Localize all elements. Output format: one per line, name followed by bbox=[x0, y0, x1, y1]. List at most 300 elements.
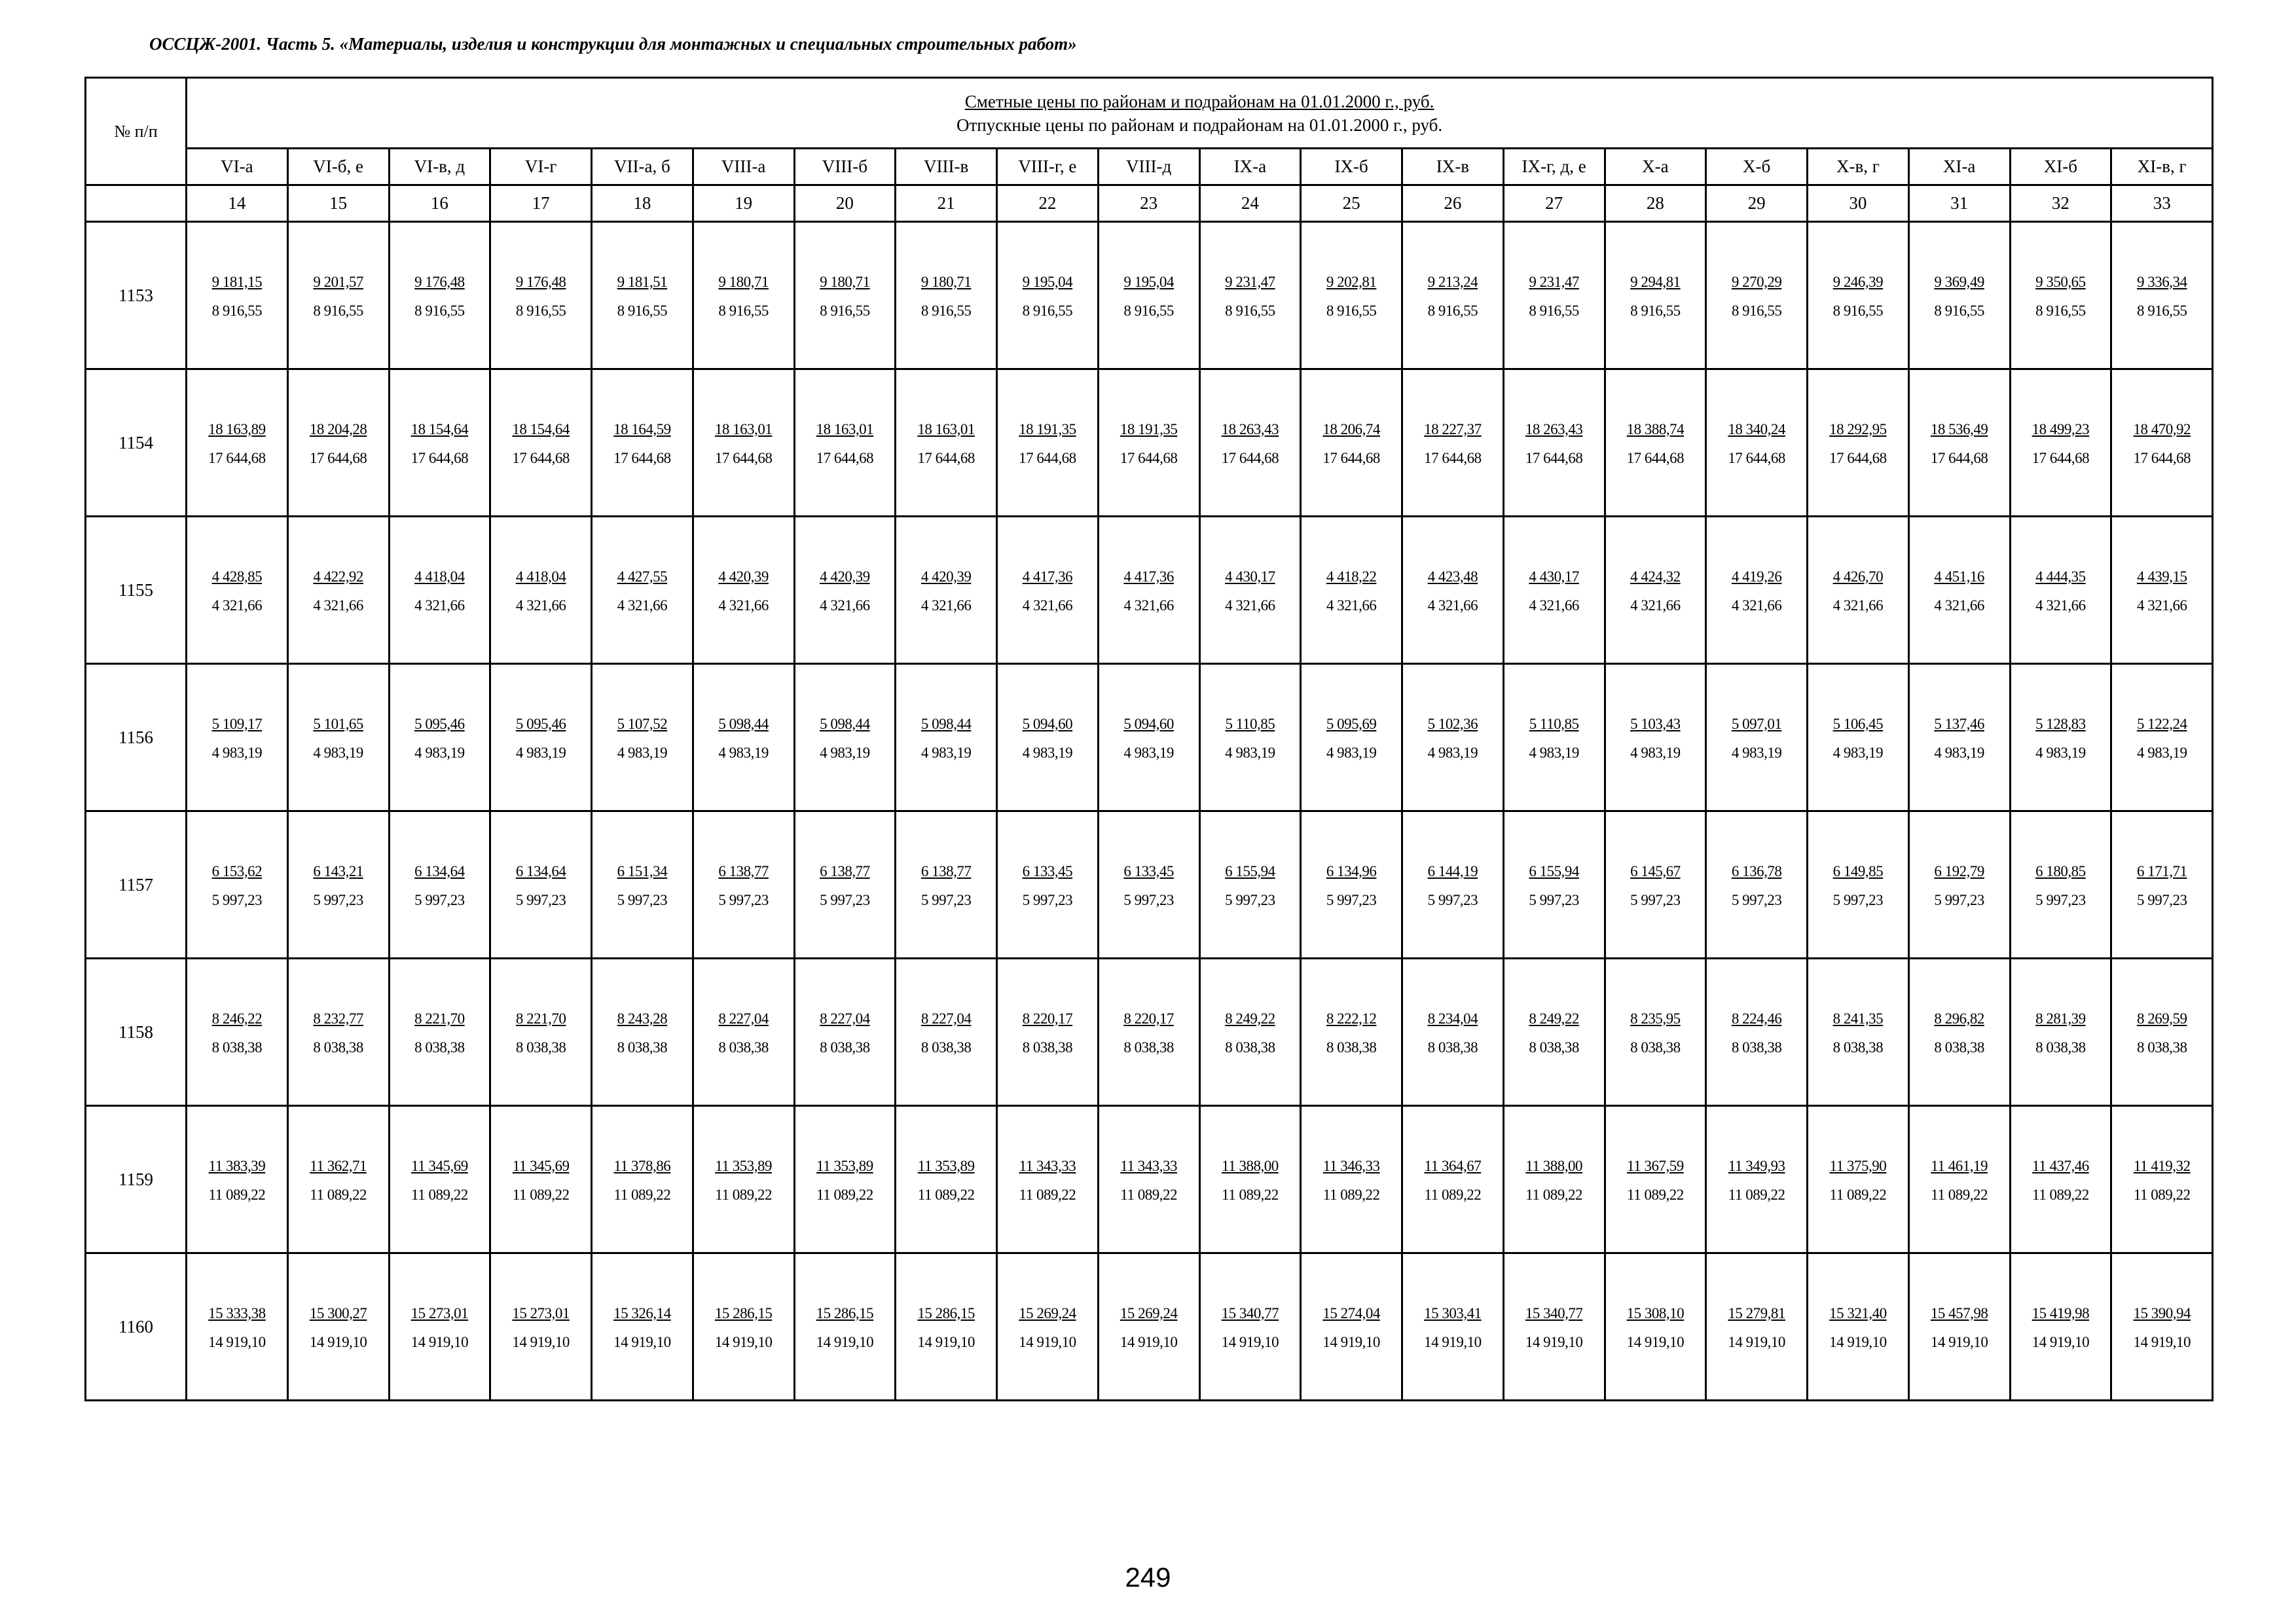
price-cell bbox=[1402, 664, 1504, 811]
release-price: 14 919,10 bbox=[512, 1333, 570, 1350]
release-price: 11 089,22 bbox=[1728, 1186, 1785, 1203]
estimate-price: 15 326,14 bbox=[613, 1304, 671, 1321]
estimate-price: 18 206,74 bbox=[1322, 420, 1380, 437]
running-title: ОССЦЖ-2001. Часть 5. «Материалы, изделия и конструкции для монтажных и специальных строительных работ» bbox=[149, 34, 1077, 54]
price-cell bbox=[1199, 222, 1301, 369]
price-cell bbox=[997, 222, 1099, 369]
release-price: 8 916,55 bbox=[2035, 302, 2086, 319]
column-number: 14 bbox=[187, 185, 288, 222]
price-cell bbox=[1402, 1106, 1504, 1253]
price-cell bbox=[1199, 811, 1301, 959]
estimate-price: 9 180,71 bbox=[920, 273, 972, 290]
estimate-price: 6 134,64 bbox=[414, 862, 465, 879]
price-cell bbox=[693, 1253, 794, 1401]
estimate-price: 11 383,39 bbox=[208, 1157, 266, 1174]
price-cell bbox=[1503, 222, 1605, 369]
price-cell bbox=[1301, 1106, 1402, 1253]
price-cell bbox=[1098, 1253, 1199, 1401]
column-number: 28 bbox=[1605, 185, 1706, 222]
column-number: 23 bbox=[1098, 185, 1199, 222]
estimate-price: 15 274,04 bbox=[1322, 1304, 1380, 1321]
release-price: 4 983,19 bbox=[1225, 744, 1275, 761]
release-price: 17 644,68 bbox=[816, 449, 874, 466]
estimate-price: 6 143,21 bbox=[313, 862, 363, 879]
estimate-price: 18 163,01 bbox=[714, 420, 773, 437]
estimate-price: 15 457,98 bbox=[1930, 1304, 1988, 1321]
estimate-price: 9 201,57 bbox=[313, 273, 363, 290]
price-cell bbox=[794, 811, 896, 959]
estimate-price: 18 154,64 bbox=[512, 420, 570, 437]
price-cell bbox=[187, 664, 288, 811]
release-price: 14 919,10 bbox=[410, 1333, 469, 1350]
release-price: 11 089,22 bbox=[1424, 1186, 1482, 1203]
estimate-price: 18 163,01 bbox=[917, 420, 975, 437]
release-price: 8 916,55 bbox=[1630, 302, 1681, 319]
price-cell bbox=[490, 1106, 592, 1253]
row-number: 1154 bbox=[86, 369, 187, 517]
estimate-price: 4 439,15 bbox=[2136, 568, 2187, 585]
estimate-price: 5 106,45 bbox=[1832, 715, 1884, 732]
estimate-price: 5 110,85 bbox=[1225, 715, 1275, 732]
price-cell bbox=[389, 811, 490, 959]
price-cell bbox=[794, 664, 896, 811]
estimate-price: 8 241,35 bbox=[1832, 1010, 1884, 1027]
row-number: 1158 bbox=[86, 959, 187, 1106]
price-cell bbox=[693, 959, 794, 1106]
price-cell bbox=[896, 664, 997, 811]
release-price: 4 983,19 bbox=[617, 744, 668, 761]
release-price: 4 321,66 bbox=[1529, 597, 1579, 614]
release-price: 8 916,55 bbox=[1427, 302, 1478, 319]
price-cell bbox=[997, 1106, 1099, 1253]
estimate-price: 8 281,39 bbox=[2035, 1010, 2086, 1027]
release-price: 4 983,19 bbox=[1630, 744, 1681, 761]
estimate-price: 6 144,19 bbox=[1427, 862, 1478, 879]
estimate-price: 15 303,41 bbox=[1424, 1304, 1482, 1321]
price-cell bbox=[693, 517, 794, 664]
estimate-price: 9 181,15 bbox=[211, 273, 263, 290]
price-cell bbox=[490, 517, 592, 664]
price-cell bbox=[389, 369, 490, 517]
price-cell bbox=[1808, 369, 1909, 517]
release-price: 8 916,55 bbox=[1529, 302, 1579, 319]
price-cell bbox=[693, 369, 794, 517]
estimate-price: 15 286,15 bbox=[816, 1304, 874, 1321]
price-cell bbox=[592, 664, 693, 811]
estimate-price: 9 181,51 bbox=[617, 273, 668, 290]
release-price: 8 916,55 bbox=[1731, 302, 1782, 319]
release-price: 17 644,68 bbox=[1424, 449, 1482, 466]
release-price: 14 919,10 bbox=[1120, 1333, 1178, 1350]
column-number: 29 bbox=[1706, 185, 1808, 222]
estimate-price: 8 249,22 bbox=[1529, 1010, 1579, 1027]
estimate-price: 5 122,24 bbox=[2136, 715, 2187, 732]
price-cell bbox=[1605, 959, 1706, 1106]
release-price: 5 997,23 bbox=[718, 891, 769, 908]
column-number: 30 bbox=[1808, 185, 1909, 222]
estimate-price: 8 227,04 bbox=[920, 1010, 972, 1027]
price-cell bbox=[1503, 369, 1605, 517]
estimate-price: 18 536,49 bbox=[1930, 420, 1988, 437]
price-cell bbox=[2111, 959, 2213, 1106]
price-cell bbox=[794, 1106, 896, 1253]
estimate-price: 5 095,46 bbox=[515, 715, 566, 732]
estimate-price: 8 227,04 bbox=[718, 1010, 769, 1027]
price-cell bbox=[287, 1253, 389, 1401]
estimate-price: 5 109,17 bbox=[211, 715, 263, 732]
price-cell bbox=[1605, 1106, 1706, 1253]
release-price: 14 919,10 bbox=[2032, 1333, 2090, 1350]
estimate-price: 18 470,92 bbox=[2133, 420, 2191, 437]
region-header: VIII-в bbox=[896, 149, 997, 185]
release-price: 8 038,38 bbox=[1022, 1039, 1073, 1056]
release-price: 11 089,22 bbox=[1019, 1186, 1076, 1203]
price-cell bbox=[287, 664, 389, 811]
price-cell bbox=[1808, 517, 1909, 664]
price-cell bbox=[287, 811, 389, 959]
price-cell bbox=[2111, 1106, 2213, 1253]
region-header: VIII-г, е bbox=[997, 149, 1099, 185]
estimate-price: 8 227,04 bbox=[820, 1010, 870, 1027]
release-price: 5 997,23 bbox=[1123, 891, 1174, 908]
region-header: X-в, г bbox=[1808, 149, 1909, 185]
estimate-price: 15 269,24 bbox=[1019, 1304, 1076, 1321]
release-price: 4 321,66 bbox=[1934, 597, 1984, 614]
price-cell bbox=[794, 369, 896, 517]
table-row bbox=[86, 664, 2213, 811]
release-price: 17 644,68 bbox=[208, 449, 266, 466]
estimate-price: 4 418,04 bbox=[414, 568, 465, 585]
price-cell bbox=[896, 1253, 997, 1401]
release-price: 4 983,19 bbox=[2136, 744, 2187, 761]
estimate-price: 4 424,32 bbox=[1630, 568, 1681, 585]
estimate-price: 6 136,78 bbox=[1731, 862, 1782, 879]
estimate-price: 11 349,93 bbox=[1728, 1157, 1785, 1174]
page-number: 249 bbox=[1125, 1562, 1171, 1593]
price-cell bbox=[997, 517, 1099, 664]
release-price: 4 321,66 bbox=[718, 597, 769, 614]
price-cell bbox=[592, 1253, 693, 1401]
release-price: 8 916,55 bbox=[1326, 302, 1377, 319]
price-cell bbox=[1199, 369, 1301, 517]
price-cell bbox=[997, 811, 1099, 959]
price-cell bbox=[794, 959, 896, 1106]
estimate-price: 9 195,04 bbox=[1123, 273, 1174, 290]
release-price: 4 321,66 bbox=[1630, 597, 1681, 614]
estimate-price: 11 345,69 bbox=[512, 1157, 570, 1174]
price-cell bbox=[490, 369, 592, 517]
price-cell bbox=[287, 369, 389, 517]
price-cell bbox=[2010, 664, 2111, 811]
row-number: 1153 bbox=[86, 222, 187, 369]
release-price: 4 321,66 bbox=[414, 597, 465, 614]
release-price: 4 983,19 bbox=[515, 744, 566, 761]
estimate-price: 6 134,64 bbox=[515, 862, 566, 879]
estimate-price: 15 286,15 bbox=[917, 1304, 975, 1321]
estimate-price: 11 345,69 bbox=[411, 1157, 468, 1174]
price-cell bbox=[592, 222, 693, 369]
price-cell bbox=[1098, 517, 1199, 664]
price-cell bbox=[1706, 664, 1808, 811]
price-cell bbox=[1503, 1106, 1605, 1253]
release-price: 14 919,10 bbox=[816, 1333, 874, 1350]
release-price: 8 916,55 bbox=[211, 302, 263, 319]
estimate-price: 15 300,27 bbox=[309, 1304, 367, 1321]
release-price: 17 644,68 bbox=[1322, 449, 1380, 466]
release-price: 8 916,55 bbox=[718, 302, 769, 319]
price-cell bbox=[1605, 664, 1706, 811]
column-number: 32 bbox=[2010, 185, 2111, 222]
release-price: 14 919,10 bbox=[1221, 1333, 1279, 1350]
estimate-price: 18 340,24 bbox=[1728, 420, 1785, 437]
release-price: 4 321,66 bbox=[1326, 597, 1377, 614]
price-cell bbox=[389, 222, 490, 369]
estimate-price: 5 110,85 bbox=[1529, 715, 1579, 732]
price-cell bbox=[794, 1253, 896, 1401]
release-price: 8 038,38 bbox=[1123, 1039, 1174, 1056]
price-cell bbox=[2010, 811, 2111, 959]
release-price: 4 983,19 bbox=[1326, 744, 1377, 761]
price-cell bbox=[1402, 369, 1504, 517]
release-price: 5 997,23 bbox=[1934, 891, 1984, 908]
release-price: 8 038,38 bbox=[1630, 1039, 1681, 1056]
estimate-price: 11 364,67 bbox=[1424, 1157, 1482, 1174]
price-cell bbox=[1503, 1253, 1605, 1401]
price-cell bbox=[2111, 517, 2213, 664]
price-cell bbox=[2010, 959, 2111, 1106]
price-cell bbox=[1199, 1106, 1301, 1253]
estimate-price: 11 375,90 bbox=[1829, 1157, 1887, 1174]
estimate-price: 8 249,22 bbox=[1225, 1010, 1275, 1027]
release-price: 4 321,66 bbox=[820, 597, 870, 614]
release-price: 8 916,55 bbox=[2136, 302, 2187, 319]
price-cell bbox=[287, 1106, 389, 1253]
estimate-price: 6 133,45 bbox=[1022, 862, 1073, 879]
release-price: 11 089,22 bbox=[613, 1186, 671, 1203]
price-cell bbox=[187, 959, 288, 1106]
estimate-price: 18 163,01 bbox=[816, 420, 874, 437]
price-cell bbox=[1098, 664, 1199, 811]
estimate-price: 4 430,17 bbox=[1529, 568, 1579, 585]
estimate-price: 4 422,92 bbox=[313, 568, 363, 585]
price-cell bbox=[490, 811, 592, 959]
estimate-price: 9 176,48 bbox=[515, 273, 566, 290]
release-price: 5 997,23 bbox=[414, 891, 465, 908]
price-cell bbox=[1199, 959, 1301, 1106]
column-number: 24 bbox=[1199, 185, 1301, 222]
release-price: 11 089,22 bbox=[512, 1186, 570, 1203]
estimate-price: 9 231,47 bbox=[1225, 273, 1275, 290]
column-number: 18 bbox=[592, 185, 693, 222]
estimate-price: 4 420,39 bbox=[920, 568, 972, 585]
estimate-price: 11 367,59 bbox=[1627, 1157, 1684, 1174]
price-cell bbox=[1908, 1253, 2010, 1401]
price-cell bbox=[794, 517, 896, 664]
estimate-price: 4 419,26 bbox=[1731, 568, 1782, 585]
release-price: 11 089,22 bbox=[816, 1186, 873, 1203]
release-price: 8 038,38 bbox=[1326, 1039, 1377, 1056]
price-cell bbox=[1301, 369, 1402, 517]
estimate-price: 8 243,28 bbox=[617, 1010, 668, 1027]
estimate-price: 8 221,70 bbox=[414, 1010, 465, 1027]
release-price: 8 916,55 bbox=[414, 302, 465, 319]
price-cell bbox=[389, 959, 490, 1106]
row-number: 1157 bbox=[86, 811, 187, 959]
price-cell bbox=[1301, 1253, 1402, 1401]
estimate-price: 4 420,39 bbox=[718, 568, 769, 585]
estimate-price: 8 269,59 bbox=[2136, 1010, 2187, 1027]
release-price: 4 321,66 bbox=[515, 597, 566, 614]
price-cell bbox=[896, 369, 997, 517]
price-cell bbox=[287, 517, 389, 664]
release-price: 8 038,38 bbox=[414, 1039, 465, 1056]
release-price: 8 038,38 bbox=[920, 1039, 972, 1056]
estimate-price: 18 227,37 bbox=[1424, 420, 1482, 437]
estimate-price: 15 308,10 bbox=[1626, 1304, 1685, 1321]
release-price: 11 089,22 bbox=[1829, 1186, 1887, 1203]
estimate-price: 11 362,71 bbox=[310, 1157, 367, 1174]
price-cell bbox=[187, 222, 288, 369]
region-header: VI-а bbox=[187, 149, 288, 185]
price-cell bbox=[592, 959, 693, 1106]
estimate-price: 8 224,46 bbox=[1731, 1010, 1782, 1027]
estimate-price: 5 098,44 bbox=[820, 715, 870, 732]
region-header: VI-в, д bbox=[389, 149, 490, 185]
estimate-price: 15 279,81 bbox=[1728, 1304, 1785, 1321]
price-cell bbox=[1503, 517, 1605, 664]
release-price: 11 089,22 bbox=[1931, 1186, 1988, 1203]
estimate-price: 18 204,28 bbox=[309, 420, 367, 437]
release-price: 5 997,23 bbox=[1832, 891, 1884, 908]
release-price: 14 919,10 bbox=[2133, 1333, 2191, 1350]
estimate-price: 11 353,89 bbox=[917, 1157, 975, 1174]
release-price: 11 089,22 bbox=[917, 1186, 975, 1203]
estimate-price: 4 423,48 bbox=[1427, 568, 1478, 585]
price-cell bbox=[2010, 222, 2111, 369]
price-cell bbox=[490, 1253, 592, 1401]
estimate-price: 18 191,35 bbox=[1120, 420, 1178, 437]
estimate-price: 18 388,74 bbox=[1626, 420, 1685, 437]
price-cell bbox=[1808, 1253, 1909, 1401]
estimate-price: 5 107,52 bbox=[617, 715, 668, 732]
estimate-price: 8 220,17 bbox=[1022, 1010, 1073, 1027]
row-number: 1160 bbox=[86, 1253, 187, 1401]
release-price: 8 916,55 bbox=[617, 302, 668, 319]
estimate-price: 18 154,64 bbox=[410, 420, 469, 437]
price-cell bbox=[1503, 664, 1605, 811]
price-cell bbox=[389, 664, 490, 811]
estimate-price: 4 427,55 bbox=[617, 568, 668, 585]
price-cell bbox=[1098, 369, 1199, 517]
estimate-price: 5 098,44 bbox=[718, 715, 769, 732]
region-header: XI-б bbox=[2010, 149, 2111, 185]
estimate-price: 6 145,67 bbox=[1630, 862, 1681, 879]
estimate-price: 5 098,44 bbox=[920, 715, 972, 732]
estimate-price: 11 353,89 bbox=[816, 1157, 873, 1174]
estimate-price: 11 461,19 bbox=[1931, 1157, 1988, 1174]
price-cell bbox=[490, 664, 592, 811]
estimate-price: 9 369,49 bbox=[1934, 273, 1984, 290]
release-price: 8 916,55 bbox=[1225, 302, 1275, 319]
region-header: VI-б, е bbox=[287, 149, 389, 185]
row-number: 1155 bbox=[86, 517, 187, 664]
price-cell bbox=[2010, 369, 2111, 517]
price-cell bbox=[592, 1106, 693, 1253]
price-cell bbox=[2010, 517, 2111, 664]
release-price: 17 644,68 bbox=[2133, 449, 2191, 466]
price-cell bbox=[1706, 811, 1808, 959]
price-table bbox=[84, 77, 2214, 1401]
price-cell bbox=[1808, 811, 1909, 959]
estimate-price: 9 213,24 bbox=[1427, 273, 1478, 290]
price-cell bbox=[1908, 222, 2010, 369]
release-price: 8 038,38 bbox=[820, 1039, 870, 1056]
estimate-price: 4 451,16 bbox=[1934, 568, 1984, 585]
release-price: 5 997,23 bbox=[1326, 891, 1377, 908]
price-cell bbox=[1605, 222, 1706, 369]
estimate-price: 18 164,59 bbox=[613, 420, 671, 437]
release-price: 17 644,68 bbox=[1829, 449, 1887, 466]
price-cell bbox=[896, 959, 997, 1106]
estimate-price: 11 388,00 bbox=[1222, 1157, 1279, 1174]
release-price: 8 038,38 bbox=[2035, 1039, 2086, 1056]
estimate-price: 11 388,00 bbox=[1525, 1157, 1582, 1174]
estimate-price: 6 133,45 bbox=[1123, 862, 1174, 879]
estimate-price: 8 220,17 bbox=[1123, 1010, 1174, 1027]
release-price: 4 983,19 bbox=[1832, 744, 1884, 761]
estimate-price: 6 192,79 bbox=[1934, 862, 1984, 879]
estimate-price: 6 180,85 bbox=[2035, 862, 2086, 879]
estimate-price: 6 138,77 bbox=[718, 862, 769, 879]
price-cell bbox=[1199, 517, 1301, 664]
estimate-price: 18 263,43 bbox=[1525, 420, 1583, 437]
price-cell bbox=[693, 664, 794, 811]
estimate-price: 4 417,36 bbox=[1123, 568, 1174, 585]
release-price: 4 321,66 bbox=[1427, 597, 1478, 614]
release-price: 4 321,66 bbox=[211, 597, 263, 614]
release-price: 11 089,22 bbox=[1627, 1186, 1684, 1203]
price-cell bbox=[389, 1106, 490, 1253]
release-price: 4 983,19 bbox=[1123, 744, 1174, 761]
column-number: 20 bbox=[794, 185, 896, 222]
price-cell bbox=[1098, 1106, 1199, 1253]
price-cell bbox=[1605, 369, 1706, 517]
release-price: 5 997,23 bbox=[1630, 891, 1681, 908]
release-price: 8 916,55 bbox=[1123, 302, 1174, 319]
release-price: 17 644,68 bbox=[917, 449, 975, 466]
price-cell bbox=[287, 222, 389, 369]
price-group-header bbox=[187, 78, 2213, 149]
release-price: 14 919,10 bbox=[1728, 1333, 1785, 1350]
estimate-price: 9 270,29 bbox=[1731, 273, 1782, 290]
release-price: 8 038,38 bbox=[313, 1039, 363, 1056]
region-header: XI-а bbox=[1908, 149, 2010, 185]
price-cell bbox=[896, 811, 997, 959]
release-price: 5 997,23 bbox=[2136, 891, 2187, 908]
estimate-price: 8 221,70 bbox=[515, 1010, 566, 1027]
estimate-price: 18 163,89 bbox=[208, 420, 266, 437]
release-price: 5 997,23 bbox=[313, 891, 363, 908]
release-price: 8 038,38 bbox=[1832, 1039, 1884, 1056]
estimate-price: 4 418,04 bbox=[515, 568, 566, 585]
price-cell bbox=[1808, 1106, 1909, 1253]
price-cell bbox=[1402, 959, 1504, 1106]
estimate-price: 6 134,96 bbox=[1326, 862, 1377, 879]
estimate-price: 18 292,95 bbox=[1829, 420, 1887, 437]
price-cell bbox=[1908, 1106, 2010, 1253]
price-cell bbox=[592, 369, 693, 517]
price-cell bbox=[2111, 222, 2213, 369]
